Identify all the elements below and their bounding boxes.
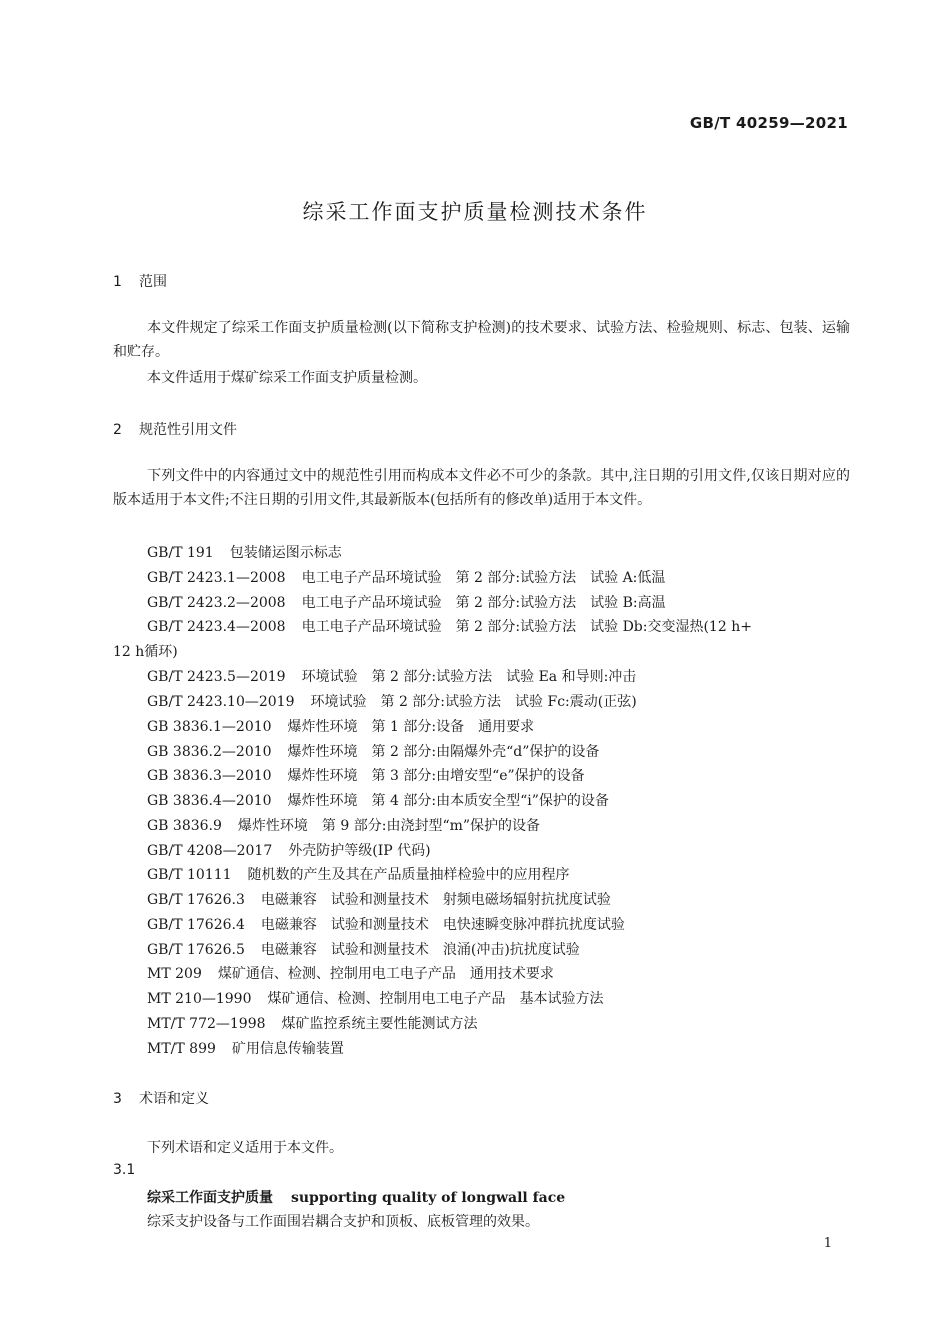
reference-code: GB/T 2423.5—2019	[147, 669, 286, 685]
reference-title: 环境试验 第 2 部分:试验方法 试验 Fc:震动(正弦)	[310, 694, 637, 710]
reference-title: 煤矿监控系统主要性能测试方法	[281, 1016, 478, 1032]
reference-code: GB/T 17626.4	[147, 917, 245, 933]
reference-code: GB/T 10111	[147, 867, 232, 883]
reference-code: GB 3836.9	[147, 818, 222, 834]
reference-code: MT/T 772—1998	[147, 1016, 266, 1032]
reference-item	[147, 1038, 344, 1058]
reference-code: GB 3836.4—2010	[147, 793, 272, 809]
reference-item	[147, 765, 585, 785]
reference-title: 电工电子产品环境试验 第 2 部分:试验方法 试验 A:低温	[301, 570, 666, 586]
reference-code: GB/T 2423.4—2008	[147, 619, 286, 635]
reference-item	[147, 939, 580, 959]
reference-title: 包装储运图示标志	[229, 545, 342, 561]
terms-intro: 下列术语和定义适用于本文件。	[147, 1140, 343, 1156]
scope-paragraph-2	[113, 366, 850, 390]
reference-title: 爆炸性环境 第 4 部分:由本质安全型“i”保护的设备	[287, 793, 609, 809]
section-heading-scope	[113, 271, 167, 291]
section-heading-terms	[113, 1088, 209, 1108]
reference-item	[147, 542, 342, 562]
reference-title: 外壳防护等级(IP 代码)	[288, 843, 431, 859]
reference-code: MT 209	[147, 966, 202, 982]
section-number: 1	[113, 274, 122, 290]
reference-item	[147, 988, 603, 1008]
term-entry-number: 3.1	[113, 1162, 136, 1178]
reference-item	[147, 864, 570, 884]
reference-code: MT/T 899	[147, 1041, 216, 1057]
term-chinese: 综采工作面支护质量	[147, 1190, 273, 1206]
reference-title: 电工电子产品环境试验 第 2 部分:试验方法 试验 Db:交变湿热(12 h+	[301, 619, 752, 635]
normative-intro-text: 下列文件中的内容通过文中的规范性引用而构成本文件必不可少的条款。其中,注日期的引用文件,仅该日期对应的版本适用于本文件;不注日期的引用文件,其最新版本(包括所有的修改单)适用于本文件。	[113, 468, 850, 508]
reference-title: 煤矿通信、检测、控制用电工电子产品 通用技术要求	[217, 966, 554, 982]
reference-continuation: 12 h循环)	[113, 644, 178, 660]
section-number: 2	[113, 422, 122, 438]
reference-item	[147, 963, 554, 983]
reference-title: 随机数的产生及其在产品质量抽样检验中的应用程序	[247, 867, 570, 883]
reference-code: GB/T 191	[147, 545, 214, 561]
reference-item	[147, 840, 431, 860]
section-heading-normative-references	[113, 419, 237, 439]
term-definition: 综采支护设备与工作面围岩耦合支护和顶板、底板管理的效果。	[147, 1214, 539, 1230]
reference-title: 煤矿通信、检测、控制用电工电子产品 基本试验方法	[267, 991, 604, 1007]
reference-title: 爆炸性环境 第 3 部分:由增安型“e”保护的设备	[287, 768, 585, 784]
reference-item	[147, 616, 752, 636]
term-english: supporting quality of longwall face	[291, 1190, 566, 1206]
reference-title: 电磁兼容 试验和测量技术 浪涌(冲击)抗扰度试验	[260, 942, 580, 958]
reference-item	[147, 914, 625, 934]
normative-intro-paragraph	[113, 464, 850, 512]
reference-title: 环境试验 第 2 部分:试验方法 试验 Ea 和导则:冲击	[301, 669, 637, 685]
reference-code: GB/T 17626.3	[147, 892, 245, 908]
document-title: 综采工作面支护质量检测技术条件	[302, 200, 648, 224]
reference-title: 电工电子产品环境试验 第 2 部分:试验方法 试验 B:高温	[301, 595, 666, 611]
section-number: 3	[113, 1091, 122, 1107]
reference-title: 电磁兼容 试验和测量技术 电快速瞬变脉冲群抗扰度试验	[260, 917, 625, 933]
reference-title: 矿用信息传输装置	[231, 1041, 344, 1057]
reference-title: 电磁兼容 试验和测量技术 射频电磁场辐射抗扰度试验	[260, 892, 611, 908]
reference-code: MT 210—1990	[147, 991, 252, 1007]
reference-item	[147, 790, 609, 810]
section-title: 术语和定义	[139, 1091, 209, 1107]
reference-code: GB 3836.1—2010	[147, 719, 272, 735]
reference-code: GB/T 4208—2017	[147, 843, 273, 859]
reference-code: GB/T 2423.10—2019	[147, 694, 295, 710]
section-title: 范围	[139, 274, 167, 290]
reference-code: GB/T 17626.5	[147, 942, 245, 958]
reference-item	[147, 889, 611, 909]
reference-code: GB/T 2423.2—2008	[147, 595, 286, 611]
reference-title: 爆炸性环境 第 1 部分:设备 通用要求	[287, 719, 535, 735]
scope-text-2: 本文件适用于煤矿综采工作面支护质量检测。	[147, 370, 427, 386]
term-heading	[147, 1187, 565, 1207]
reference-title: 爆炸性环境 第 2 部分:由隔爆外壳“d”保护的设备	[287, 744, 600, 760]
reference-code: GB 3836.2—2010	[147, 744, 272, 760]
standard-number: GB/T 40259—2021	[689, 114, 848, 132]
reference-code: GB 3836.3—2010	[147, 768, 272, 784]
reference-item	[147, 1013, 478, 1033]
page-number: 1	[823, 1236, 832, 1251]
reference-item	[147, 815, 540, 835]
reference-item	[147, 666, 636, 686]
reference-item	[147, 567, 665, 587]
reference-item	[147, 592, 666, 612]
scope-text-1: 本文件规定了综采工作面支护质量检测(以下简称支护检测)的技术要求、试验方法、检验规则、标志、包装、运输和贮存。	[113, 320, 850, 360]
reference-code: GB/T 2423.1—2008	[147, 570, 286, 586]
reference-title: 爆炸性环境 第 9 部分:由浇封型“m”保护的设备	[237, 818, 541, 834]
reference-item	[147, 691, 637, 711]
reference-item	[147, 741, 599, 761]
section-title: 规范性引用文件	[139, 422, 237, 438]
scope-paragraph-1	[113, 316, 850, 364]
reference-item	[147, 716, 534, 736]
